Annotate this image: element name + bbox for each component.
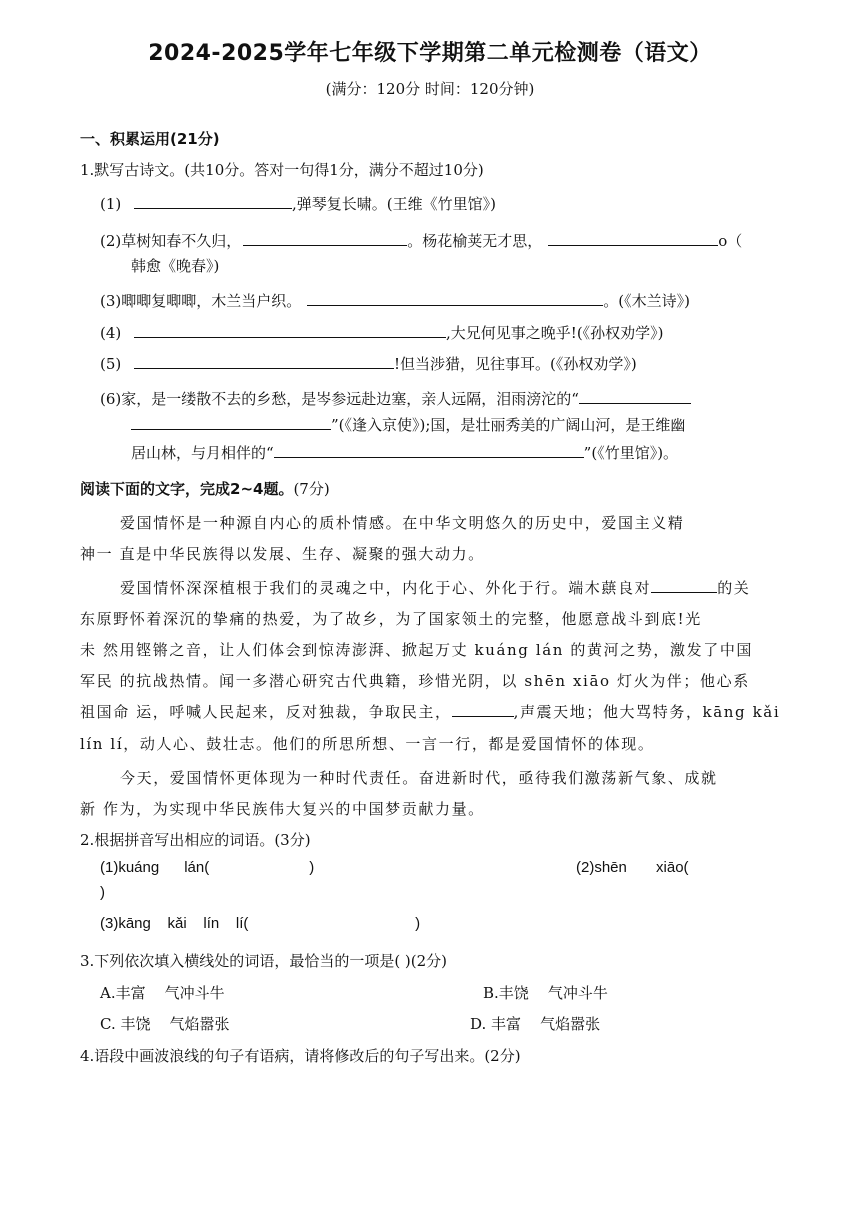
answer-blank[interactable] bbox=[131, 415, 331, 430]
q1-item-6-line3: 居山林，与月相伴的“ ”(《竹里馆》)。 bbox=[131, 444, 679, 462]
answer-blank[interactable] bbox=[274, 443, 584, 458]
passage-p2-line3: 未 然用铿锵之音，让人们体会到惊涛澎湃、掀起万丈 kuáng lán 的黄河之势，激发了中国 bbox=[80, 641, 754, 659]
answer-blank[interactable] bbox=[243, 231, 407, 246]
option-a[interactable]: A.丰富 气冲斗牛 bbox=[100, 984, 225, 1002]
passage-p1-line2: 神一 直是中华民族得以发展、生存、凝聚的强大动力。 bbox=[80, 545, 485, 563]
option-d[interactable]: D. 丰富 气焰嚣张 bbox=[470, 1015, 601, 1033]
passage-p1-line1: 爱国情怀是一种源自内心的质朴情感。在中华文明悠久的历史中，爱国主义精 bbox=[120, 514, 685, 532]
passage-p2-line5: 祖国命 运，呼喊人民起来，反对独裁，争取民主， ,声震天地；他大骂特务，kāng kǎi bbox=[80, 703, 781, 721]
answer-blank[interactable] bbox=[452, 702, 514, 717]
q2-item-1[interactable]: (1)kuáng lán( ) bbox=[100, 859, 315, 876]
answer-blank[interactable] bbox=[548, 231, 718, 246]
question-2-stem: 2.根据拼音写出相应的词语。(3分) bbox=[80, 831, 311, 849]
answer-blank[interactable] bbox=[579, 389, 691, 404]
question-4-stem: 4.语段中画波浪线的句子有语病，请将修改后的句子写出来。(2分) bbox=[80, 1047, 521, 1065]
passage-p3-line1: 今天，爱国情怀更体现为一种时代责任。奋进新时代，亟待我们激荡新气象、成就 bbox=[120, 769, 718, 787]
q1-item-3: (3)唧唧复唧唧，木兰当户织。 。(《木兰诗》) bbox=[100, 292, 690, 310]
passage-p2-line1: 爱国情怀深深植根于我们的灵魂之中，内化于心、外化于行。端木蕻良对 的关 bbox=[120, 579, 751, 597]
page-title: 2024-2025学年七年级下学期第二单元检测卷（语文） bbox=[148, 41, 712, 66]
q1-item-6: (6)家，是一缕散不去的乡愁，是岑参远赴边塞，亲人远隔，泪雨滂沱的“ bbox=[100, 388, 691, 409]
q1-item-1: (1) ,弹琴复长啸。(王维《竹里馆》) bbox=[100, 195, 497, 213]
option-c[interactable]: C. 丰饶 气焰嚣张 bbox=[100, 1015, 230, 1033]
q2-item-2-close: ) bbox=[100, 884, 105, 901]
passage-p2-line2: 东原野怀着深沉的挚痛的热爱，为了故乡，为了国家领土的完整，他愿意战斗到底!光 bbox=[80, 610, 702, 628]
reading-heading: 阅读下面的文字，完成2~4题。(7分) bbox=[80, 480, 330, 498]
question-3-stem: 3.下列依次填入横线处的词语，最恰当的一项是( )(2分) bbox=[80, 952, 448, 970]
score-time-info: (满分：120分 时间：120分钟) bbox=[325, 80, 535, 98]
question-1-stem: 1.默写古诗文。(共10分。答对一句得1分，满分不超过10分) bbox=[80, 161, 484, 179]
q2-item-3[interactable]: (3)kāng kǎi lín lí( ) bbox=[100, 915, 421, 932]
answer-blank[interactable] bbox=[307, 291, 603, 306]
option-b[interactable]: B.丰饶 气冲斗牛 bbox=[483, 984, 608, 1002]
passage-p2-line4: 军民 的抗战热情。闻一多潜心研究古代典籍，珍惜光阴，以 shēn xiāo 灯火为伴；他心系 bbox=[80, 672, 750, 690]
answer-blank[interactable] bbox=[134, 323, 446, 338]
q1-item-2-source: 韩愈《晚春》) bbox=[131, 257, 220, 275]
passage-p2-line6: lín lí，动人心、鼓壮志。他们的所思所想、一言一行，都是爱国情怀的体现。 bbox=[80, 735, 655, 753]
q1-item-4: (4) ,大兄何见事之晚乎!(《孙权劝学》) bbox=[100, 324, 664, 342]
q1-item-6-line2: ”(《逢入京使》);国，是壮丽秀美的广阔山河，是王维幽 bbox=[131, 414, 685, 435]
q1-item-5: (5) !但当涉猎，见往事耳。(《孙权劝学》) bbox=[100, 355, 637, 373]
section-heading: 一、积累运用(21分) bbox=[80, 130, 220, 148]
q2-item-2[interactable]: (2)shēn xiāo( bbox=[576, 859, 689, 876]
answer-blank[interactable] bbox=[134, 194, 292, 209]
answer-blank[interactable] bbox=[651, 578, 717, 593]
passage-p3-line2: 新 作为，为实现中华民族伟大复兴的中国梦贡献力量。 bbox=[80, 800, 485, 818]
answer-blank[interactable] bbox=[134, 354, 394, 369]
q1-item-2: (2)草树知春不久归， 。杨花榆荚无才思， o（ bbox=[100, 232, 743, 250]
